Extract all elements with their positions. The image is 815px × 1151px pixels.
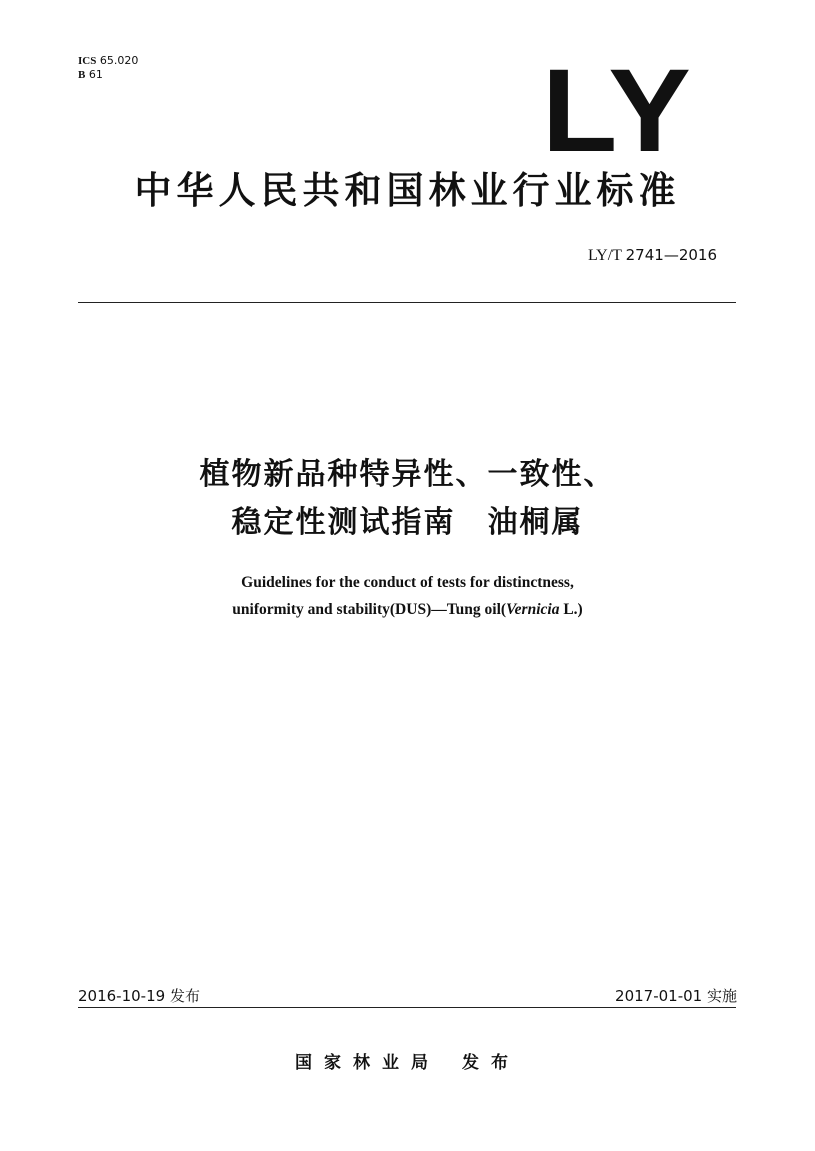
ccs-label: B: [78, 69, 86, 81]
issuer-name: 国家林业局: [295, 1053, 440, 1073]
issuing-authority: [0, 1048, 815, 1073]
header-divider: [78, 302, 736, 303]
english-title-suffix: L.): [559, 601, 583, 618]
ics-code: [78, 54, 138, 68]
chinese-title-line2: 稳定性测试指南 油桐属: [231, 505, 584, 540]
ly-logo: LY: [541, 45, 693, 177]
ccs-code: [78, 68, 103, 82]
english-title-line2: [0, 596, 815, 623]
ics-label: ICS: [78, 55, 97, 67]
issuer-action: 发布: [462, 1053, 520, 1073]
english-title-line1: Guidelines for the conduct of tests for distinctness,: [241, 574, 574, 591]
standard-number: [588, 246, 717, 265]
ccs-value: 61: [88, 68, 103, 81]
standard-category: 中华人民共和国林业行业标准: [134, 169, 681, 212]
chinese-title-line1: 植物新品种特异性、一致性、: [199, 457, 616, 492]
standard-number-value: 2741—2016: [625, 246, 717, 264]
footer-divider: [78, 1007, 736, 1008]
english-title-prefix: uniformity and stability(DUS)—Tung oil(: [232, 601, 507, 618]
issue-date: 2016-10-19 发布: [78, 987, 200, 1005]
implementation-date: 2017-01-01 实施: [615, 987, 737, 1005]
english-title-genus: Vernicia: [506, 601, 560, 618]
standard-number-prefix: LY/T: [587, 247, 622, 264]
ics-value: 65.020: [99, 54, 139, 67]
